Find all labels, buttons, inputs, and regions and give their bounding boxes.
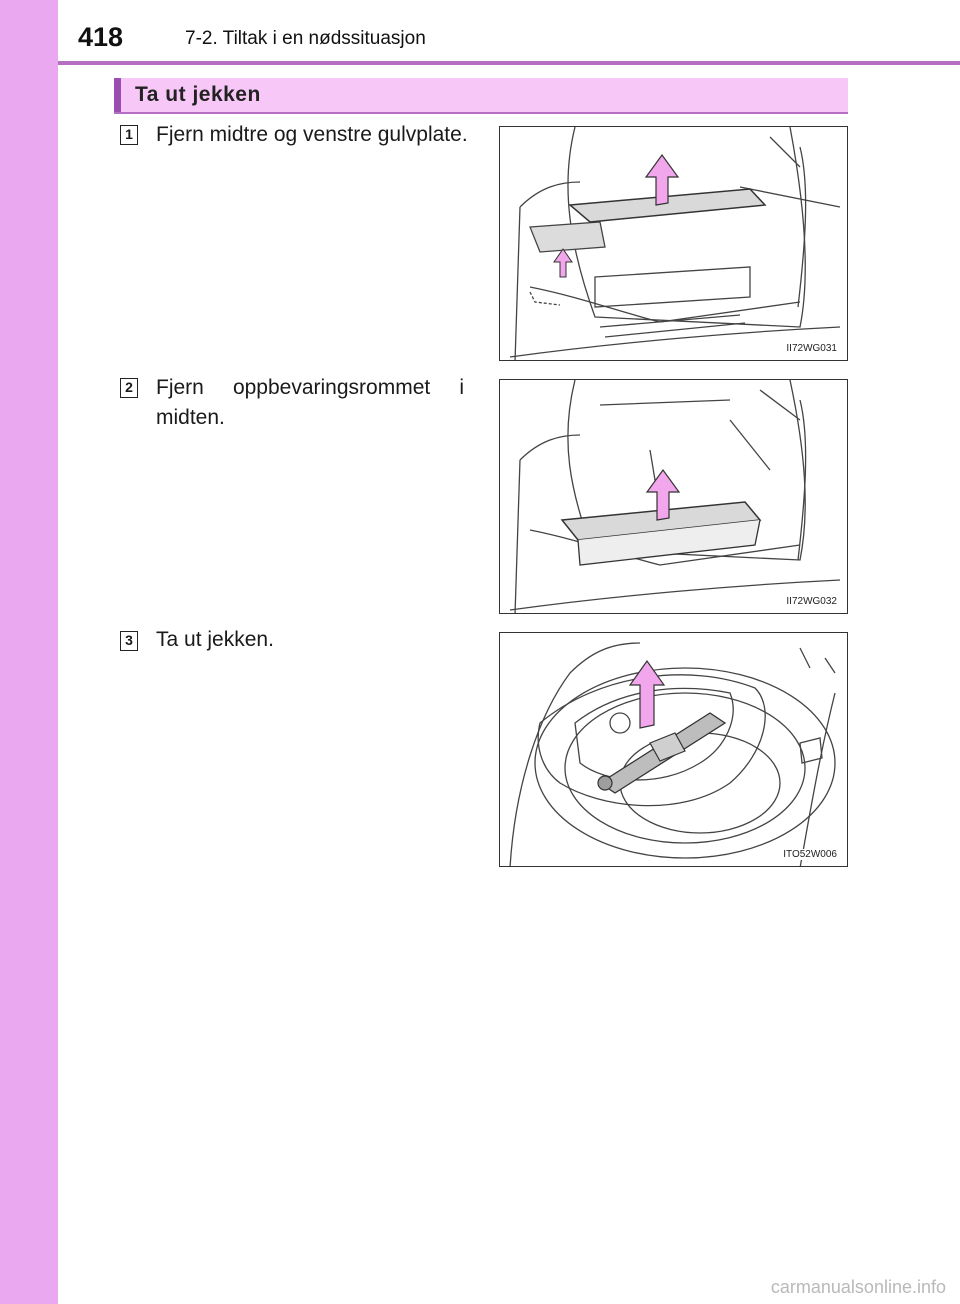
section-heading-bar — [114, 78, 848, 112]
step-1-illustration — [499, 126, 848, 361]
step-1-illustration-code: II72WG031 — [786, 343, 837, 354]
spare-tire-and-jack-drawing — [500, 633, 848, 867]
step-3-illustration-code: ITO52W006 — [783, 849, 837, 860]
step-2-illustration-code: II72WG032 — [786, 596, 837, 607]
step-3-number: 3 — [120, 631, 138, 651]
section-heading-rule — [114, 112, 848, 114]
page-header — [58, 0, 960, 62]
step-3-text: Ta ut jekken. — [156, 628, 274, 651]
step-2-text: Fjern oppbevaringsrommet i midten. — [156, 376, 464, 429]
page-number: 418 — [78, 22, 124, 52]
side-color-strip — [0, 0, 58, 1304]
step-1-text: Fjern midtre og venstre gulvplate. — [156, 123, 468, 146]
step-1-number: 1 — [120, 125, 138, 145]
step-2-illustration — [499, 379, 848, 614]
watermark: carmanualsonline.info — [770, 1277, 946, 1297]
chapter-title: 7-2. Tiltak i en nødssituasjon — [185, 28, 426, 49]
step-3-illustration — [499, 632, 848, 867]
header-divider — [58, 61, 960, 65]
car-trunk-floor-panels-drawing — [500, 127, 848, 361]
section-title: Ta ut jekken — [135, 83, 261, 106]
step-2-number: 2 — [120, 378, 138, 398]
car-trunk-storage-box-drawing — [500, 380, 848, 614]
